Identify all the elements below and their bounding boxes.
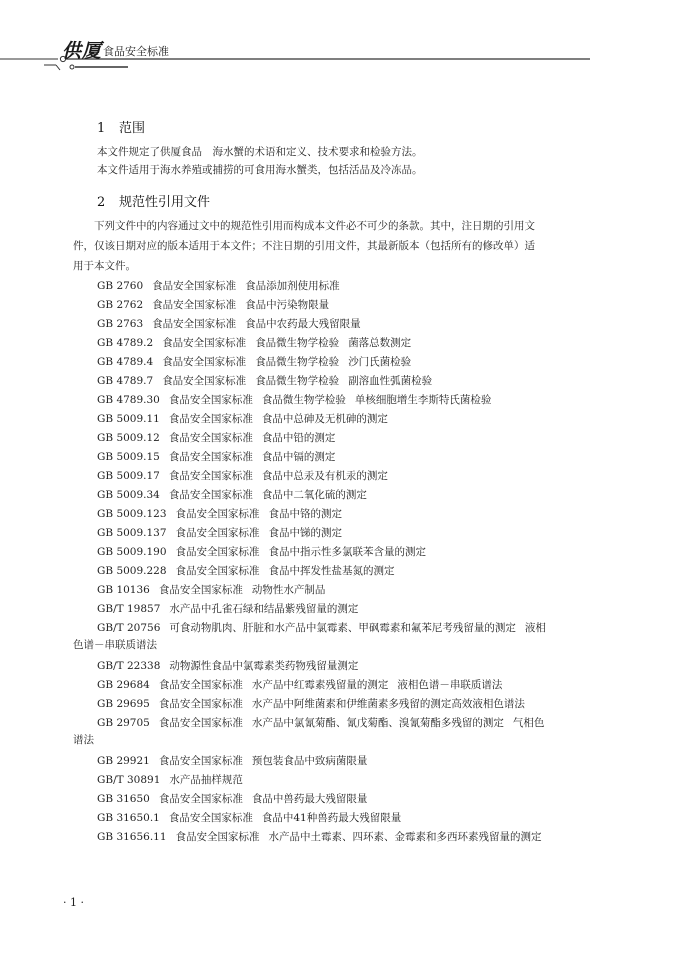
reference-code: GB 2762 — [97, 299, 144, 311]
reference-title-part: 食品安全国家标准 — [162, 337, 247, 349]
reference-item — [97, 772, 243, 787]
reference-item — [97, 411, 388, 426]
reference-title-part: 食品安全国家标准 — [168, 394, 253, 406]
section-1-title: 范围 — [119, 121, 146, 136]
reference-title-part: 食品添加剂使用标准 — [245, 280, 340, 292]
section-1-heading — [97, 117, 145, 136]
reference-item — [97, 487, 367, 502]
reference-item — [97, 791, 367, 806]
reference-item-continuation: 谱法 — [73, 734, 94, 746]
reference-item — [97, 392, 491, 407]
reference-item — [97, 449, 335, 464]
reference-item — [97, 620, 546, 635]
header-rule-decoration — [0, 0, 681, 80]
reference-code: GB 4789.7 — [97, 375, 154, 387]
reference-title-part: 食品中农药最大残留限量 — [245, 318, 361, 330]
reference-title-part: 食品安全国家标准 — [168, 432, 253, 444]
section-2-title: 规范性引用文件 — [119, 195, 211, 210]
reference-item — [97, 297, 329, 312]
reference-title-part: 食品安全国家标准 — [158, 793, 243, 805]
reference-item — [97, 715, 544, 730]
reference-item — [97, 354, 411, 369]
reference-item — [97, 278, 340, 293]
reference-title-part: 食品中总汞及有机汞的测定 — [261, 470, 388, 482]
reference-item — [97, 430, 335, 445]
reference-item — [97, 753, 367, 768]
reference-title-part: 食品安全国家标准 — [152, 280, 237, 292]
reference-title-part: 副溶血性弧菌检验 — [348, 375, 433, 387]
reference-code: GB 31650 — [97, 793, 150, 805]
reference-item — [97, 658, 358, 673]
reference-title-part: 食品中总砷及无机砷的测定 — [261, 413, 388, 425]
brand-logo-text: 供厦 — [62, 40, 103, 62]
reference-item — [97, 829, 542, 844]
reference-title-part: 动物源性食品中氯霉素类药物残留量测定 — [169, 660, 359, 672]
reference-item — [97, 468, 388, 483]
reference-title-part: 食品安全国家标准 — [162, 356, 247, 368]
reference-item — [97, 810, 401, 825]
reference-code: GB 31650.1 — [97, 812, 160, 824]
page-header — [0, 0, 681, 80]
reference-item — [97, 373, 432, 388]
reference-code: GB 5009.15 — [97, 451, 160, 463]
reference-item — [97, 506, 342, 521]
section-2-intro-line-3: 用于本文件。 — [73, 260, 136, 272]
reference-code: GB 2763 — [97, 318, 144, 330]
reference-code: GB 31656.11 — [97, 831, 167, 843]
reference-title-part: 动物性水产制品 — [251, 584, 326, 596]
reference-title-part: 食品安全国家标准 — [152, 299, 237, 311]
reference-code: GB 4789.4 — [97, 356, 154, 368]
reference-code: GB 2760 — [97, 280, 144, 292]
reference-code: GB 4789.2 — [97, 337, 154, 349]
reference-code: GB 5009.137 — [97, 527, 167, 539]
reference-title-part: 食品安全国家标准 — [158, 698, 243, 710]
reference-item — [97, 335, 411, 350]
reference-title-part: 液相色谱－串联质谱法 — [397, 679, 503, 691]
reference-item — [97, 525, 342, 540]
reference-item — [97, 677, 502, 692]
reference-title-part: 水产品中氯氰菊酯、氰戊菊酯、溴氰菊酯多残留的测定 — [251, 717, 504, 729]
reference-title-part: 食品安全国家标准 — [158, 679, 243, 691]
reference-item — [97, 563, 395, 578]
reference-code: GB 29684 — [97, 679, 150, 691]
reference-code: GB 4789.30 — [97, 394, 160, 406]
section-2-number: 2 — [97, 195, 106, 210]
reference-code: GB/T 30891 — [97, 774, 161, 786]
reference-code: GB 5009.12 — [97, 432, 160, 444]
reference-title-part: 食品中镉的测定 — [261, 451, 336, 463]
reference-title-part: 水产品中土霉素、四环素、金霉素和多西环素残留量的测定 — [268, 831, 542, 843]
reference-code: GB 29705 — [97, 717, 150, 729]
reference-title-part: 食品安全国家标准 — [175, 565, 260, 577]
section-1-line-2: 本文件适用于海水养殖或捕捞的可食用海水蟹类，包括活品及冷冻品。 — [97, 164, 423, 176]
reference-code: GB 29921 — [97, 755, 150, 767]
reference-title-part: 食品中兽药最大残留限量 — [251, 793, 368, 805]
reference-title-part: 食品微生物学检验 — [255, 356, 340, 368]
page-number: · 1 · — [63, 896, 84, 909]
reference-title-part: 食品安全国家标准 — [158, 755, 243, 767]
reference-title-part: 食品中铅的测定 — [261, 432, 336, 444]
reference-title-part: 水产品抽样规范 — [169, 774, 243, 786]
reference-item — [97, 582, 325, 597]
section-2-intro-line-2: 件，仅该日期对应的版本适用于本文件；不注日期的引用文件，其最新版本（包括所有的修改单）适 — [73, 240, 535, 252]
reference-title-part: 食品安全国家标准 — [175, 546, 260, 558]
reference-title-part: 食品中二氧化硫的测定 — [261, 489, 367, 501]
reference-item — [97, 696, 525, 711]
reference-title-part: 食品安全国家标准 — [158, 717, 243, 729]
reference-code: GB 5009.11 — [97, 413, 160, 425]
section-2-intro-line-1: 下列文件中的内容通过文中的规范性引用而构成本文件必不可少的条款。其中，注日期的引用文 — [73, 220, 535, 232]
reference-title-part: 食品安全国家标准 — [162, 375, 247, 387]
reference-title-part: 水产品中阿维菌素和伊维菌素多残留的测定高效液相色谱法 — [251, 698, 525, 710]
reference-title-part: 预包装食品中致病菌限量 — [251, 755, 368, 767]
reference-code: GB/T 20756 — [97, 622, 161, 634]
reference-title-part: 食品中指示性多氯联苯含量的测定 — [268, 546, 427, 558]
reference-code: GB 5009.123 — [97, 508, 167, 520]
reference-title-part: 食品安全国家标准 — [168, 812, 253, 824]
reference-item — [97, 316, 361, 331]
reference-code: GB 29695 — [97, 698, 150, 710]
reference-code: GB 5009.17 — [97, 470, 160, 482]
section-1-number: 1 — [97, 121, 106, 136]
reference-title-part: 食品中铬的测定 — [268, 508, 343, 520]
reference-title-part: 气相色 — [512, 717, 545, 729]
reference-code: GB/T 19857 — [97, 603, 161, 615]
section-2-heading — [97, 191, 210, 210]
reference-code: GB 5009.34 — [97, 489, 160, 501]
reference-title-part: 食品安全国家标准 — [152, 318, 237, 330]
reference-title-part: 食品安全国家标准 — [175, 527, 260, 539]
reference-title-part: 可食动物肌肉、肝脏和水产品中氯霉素、甲砜霉素和氟苯尼考残留量的测定 — [169, 622, 516, 634]
reference-title-part: 食品中41种兽药最大残留限量 — [261, 812, 402, 824]
reference-title-part: 食品微生物学检验 — [261, 394, 346, 406]
reference-title-part: 水产品中孔雀石绿和结晶紫残留量的测定 — [169, 603, 359, 615]
reference-item — [97, 544, 426, 559]
reference-title-part: 食品安全国家标准 — [175, 831, 260, 843]
header-subtitle: 食品安全标准 — [103, 45, 169, 58]
section-1-line-1: 本文件规定了供厦食品 海水蟹的术语和定义、技术要求和检验方法。 — [97, 146, 423, 158]
reference-title-part: 食品中挥发性盐基氮的测定 — [268, 565, 395, 577]
reference-title-part: 水产品中红霉素残留量的测定 — [251, 679, 389, 691]
reference-title-part: 液相 — [524, 622, 546, 634]
reference-item-continuation: 色谱－串联质谱法 — [73, 639, 157, 651]
reference-title-part: 食品中污染物限量 — [245, 299, 330, 311]
reference-title-part: 食品安全国家标准 — [158, 584, 243, 596]
reference-title-part: 食品安全国家标准 — [168, 470, 253, 482]
reference-title-part: 食品安全国家标准 — [168, 413, 253, 425]
reference-code: GB/T 22338 — [97, 660, 161, 672]
reference-title-part: 食品微生物学检验 — [255, 337, 340, 349]
reference-title-part: 食品安全国家标准 — [168, 489, 253, 501]
reference-title-part: 食品安全国家标准 — [168, 451, 253, 463]
reference-title-part: 沙门氏菌检验 — [348, 356, 412, 368]
reference-code: GB 5009.190 — [97, 546, 167, 558]
reference-title-part: 食品中锑的测定 — [268, 527, 343, 539]
reference-title-part: 单核细胞增生李斯特氏菌检验 — [354, 394, 492, 406]
reference-code: GB 10136 — [97, 584, 150, 596]
reference-title-part: 食品微生物学检验 — [255, 375, 340, 387]
reference-item — [97, 601, 358, 616]
reference-code: GB 5009.228 — [97, 565, 167, 577]
reference-title-part: 菌落总数测定 — [348, 337, 412, 349]
reference-title-part: 食品安全国家标准 — [175, 508, 260, 520]
